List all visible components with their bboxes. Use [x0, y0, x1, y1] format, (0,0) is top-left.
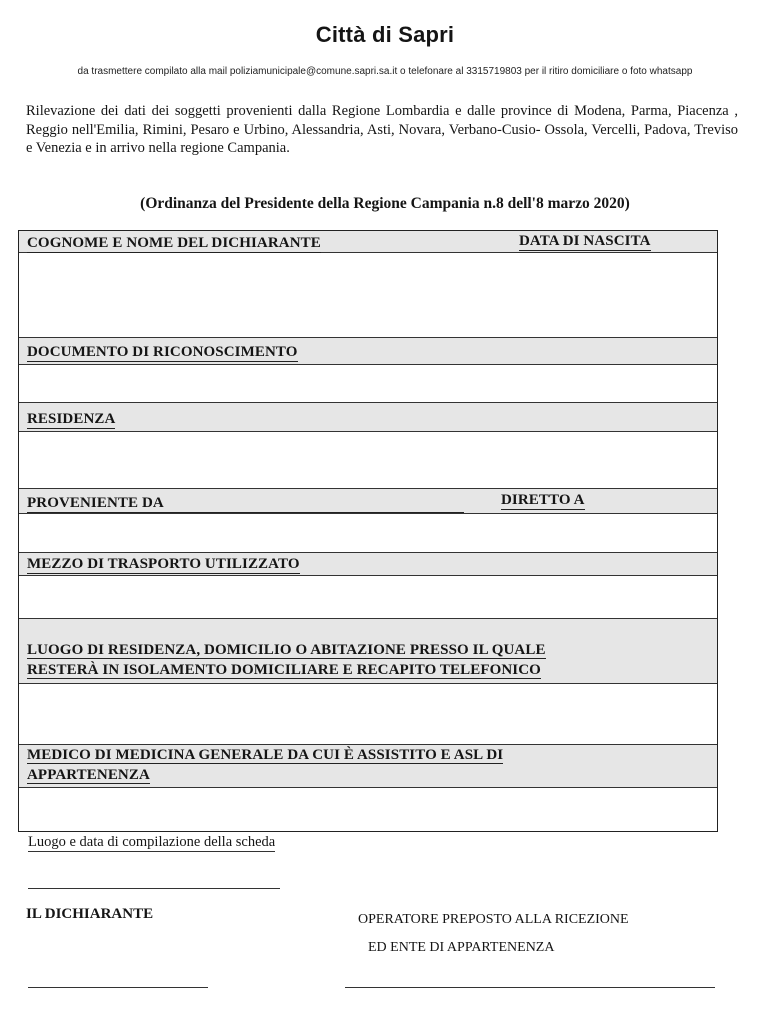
label-operatore-line2: ED ENTE DI APPARTENENZA — [368, 940, 555, 955]
field-cognome-nome[interactable] — [19, 253, 717, 337]
field-medico[interactable] — [19, 788, 717, 831]
page-subtitle: da trasmettere compilato alla mail poliziamunicipale@comune.sapri.sa.it o telefonare al 3315719803 per il ritiro domiciliare o foto whatsapp — [77, 66, 693, 77]
label-medico-line1: MEDICO DI MEDICINA GENERALE DA CUI È ASSISTITO E ASL DI — [27, 747, 504, 763]
label-luogo-line2: RESTERÀ IN ISOLAMENTO DOMICILIARE E RECAPITO TELEFONICO — [27, 662, 541, 678]
field-luogo-isolamento[interactable] — [19, 684, 717, 744]
label-proveniente-da: PROVENIENTE DA — [27, 495, 464, 513]
label-operatore — [358, 906, 629, 962]
ordinanza-reference: (Ordinanza del Presidente della Regione Campania n.8 dell'8 marzo 2020) — [140, 195, 630, 212]
field-mezzo[interactable] — [19, 576, 717, 618]
field-proveniente[interactable] — [19, 514, 717, 552]
label-luogo-line1: LUOGO DI RESIDENZA, DOMICILIO O ABITAZIONE PRESSO IL QUALE — [27, 642, 546, 658]
field-documento[interactable] — [19, 365, 717, 402]
label-mezzo-trasporto: MEZZO DI TRASPORTO UTILIZZATO — [27, 556, 300, 572]
label-operatore-line1: OPERATORE PREPOSTO ALLA RICEZIONE — [358, 912, 629, 927]
label-luogo-isolamento — [27, 640, 546, 680]
field-residenza[interactable] — [19, 432, 717, 488]
form-table — [18, 230, 718, 832]
label-dichiarante: IL DICHIARANTE — [26, 906, 154, 922]
intro-paragraph: Rilevazione dei dati dei soggetti provenienti dalla Regione Lombardia e dalle province di Modena, Parma, Piacenza , Reggio nell'Emilia, Rimini, Pesaro e Urbino, Alessandria, Asti, Novara, Verbano-Cusio- Ossola, Vercelli, Padova, Treviso e Venezia e in arrivo nella regione Campania. — [26, 103, 738, 156]
label-luogo-data: Luogo e data di compilazione della scheda — [28, 834, 276, 850]
label-documento: DOCUMENTO DI RICONOSCIMENTO — [27, 344, 298, 360]
label-medico — [27, 745, 503, 785]
label-medico-line2: APPARTENENZA — [27, 767, 150, 783]
label-diretto-a: DIRETTO A — [501, 492, 585, 508]
label-residenza: RESIDENZA — [27, 411, 116, 427]
operatore-signature-line[interactable] — [345, 987, 715, 988]
page-title: Città di Sapri — [315, 22, 455, 47]
row-header-residenza — [19, 402, 717, 432]
dichiarante-signature-line[interactable] — [28, 987, 208, 988]
label-data-nascita: DATA DI NASCITA — [519, 233, 651, 249]
luogo-data-line[interactable] — [28, 888, 280, 889]
label-cognome-nome: COGNOME E NOME DEL DICHIARANTE — [27, 235, 321, 251]
